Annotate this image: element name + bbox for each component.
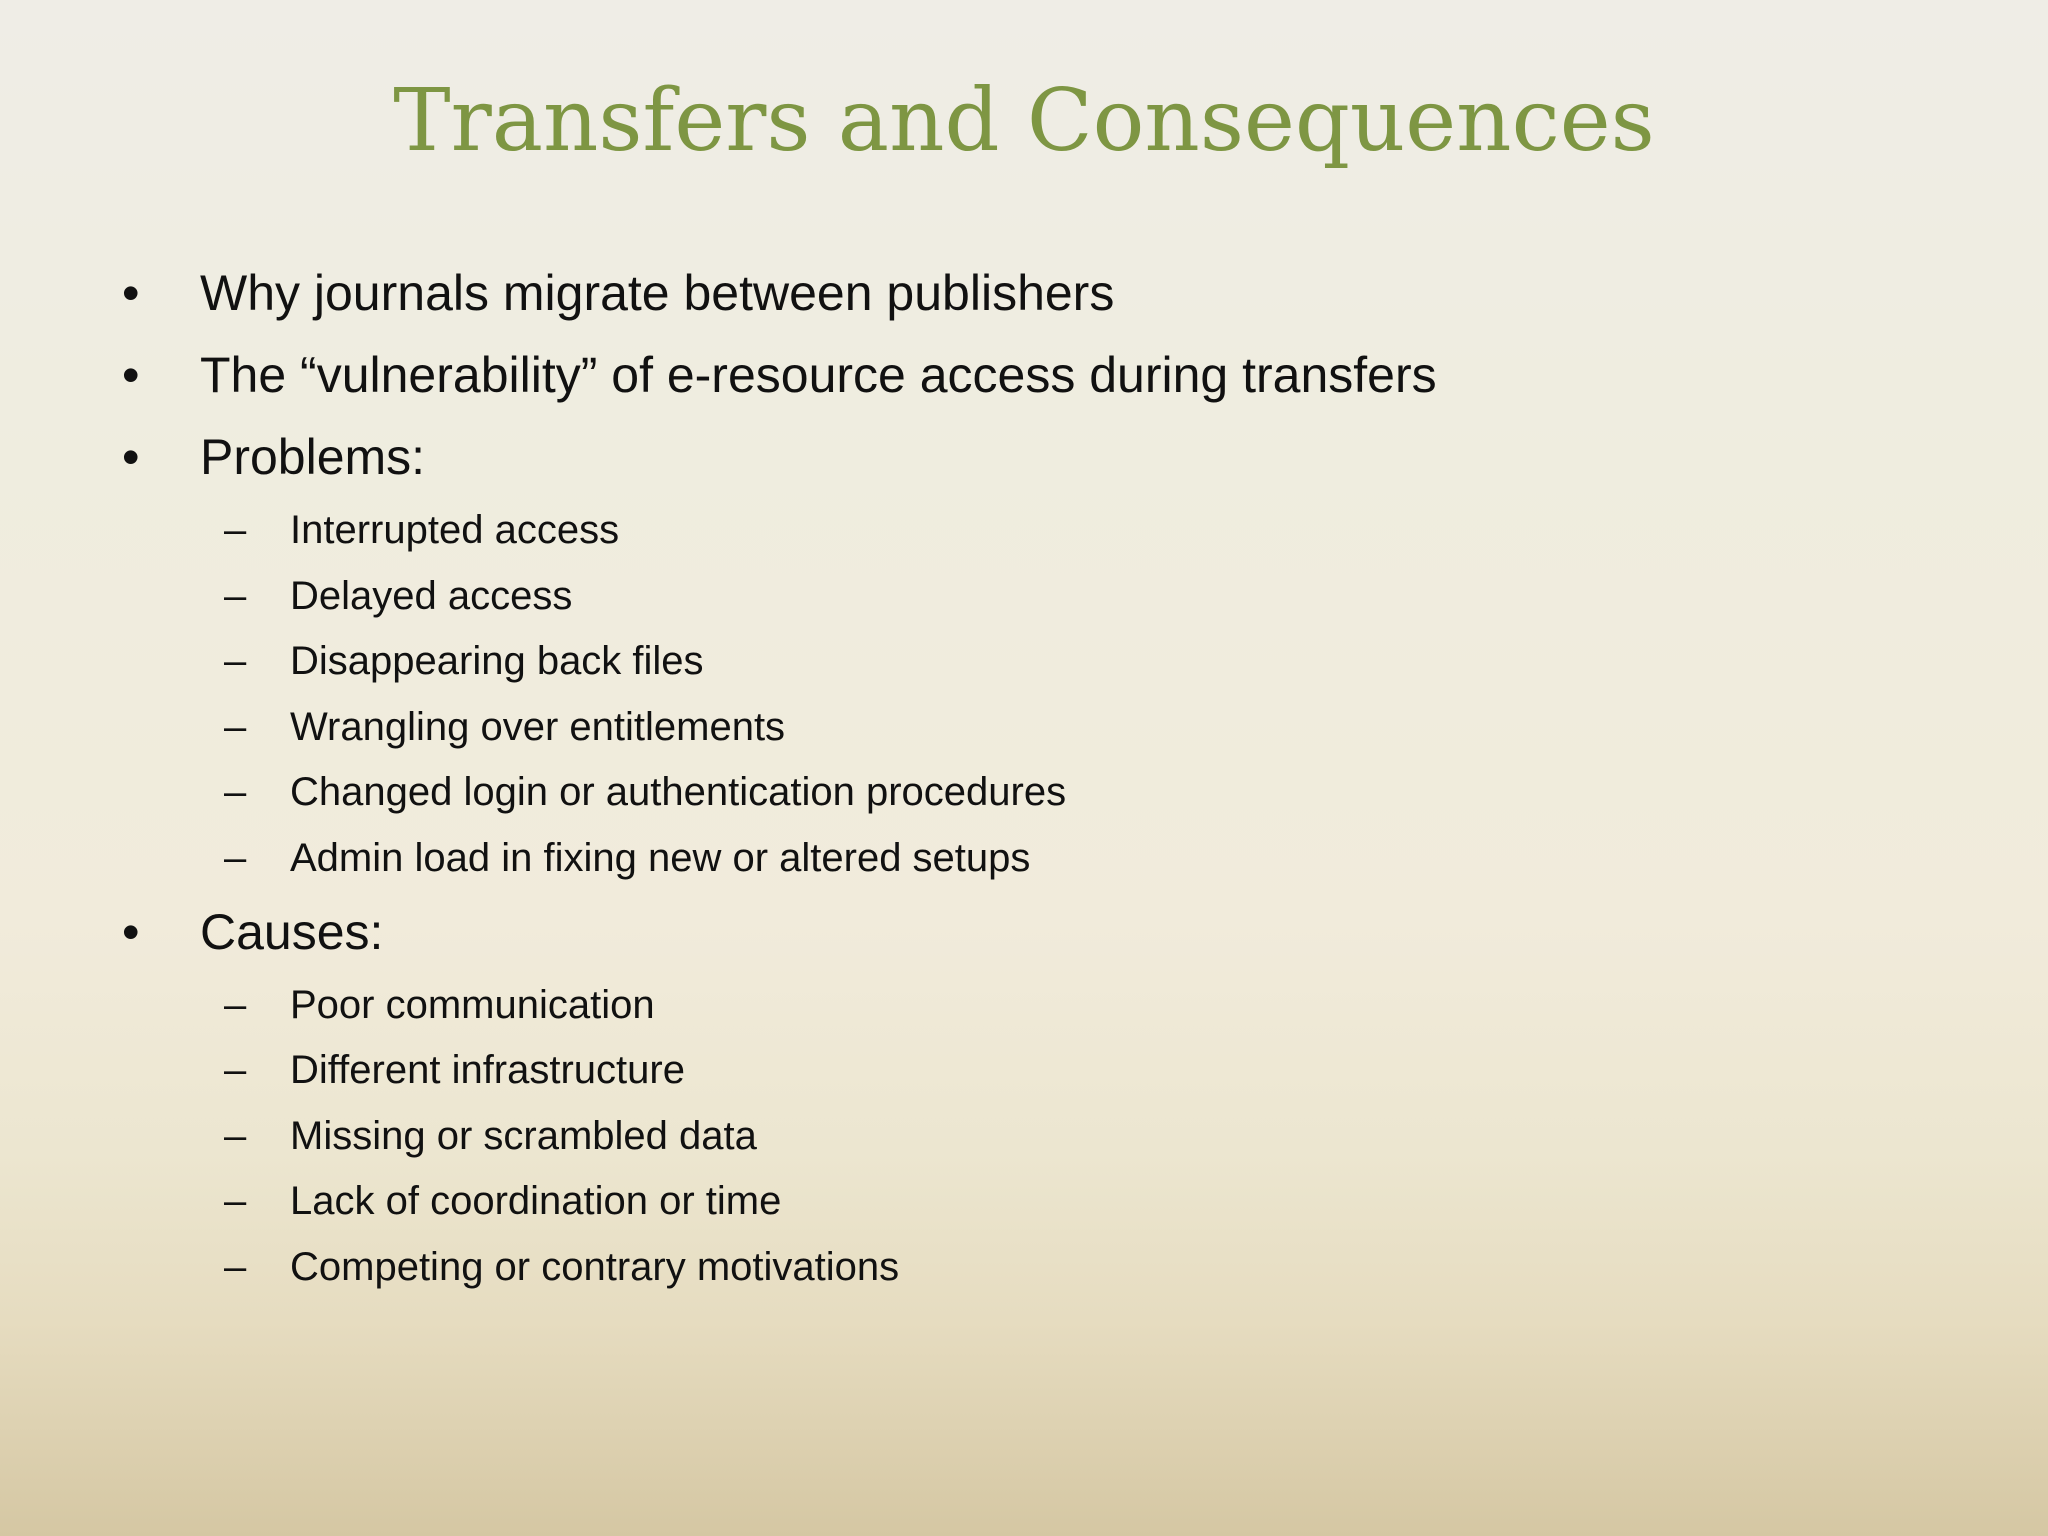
bullet-marker: • <box>122 904 140 960</box>
sub-item-text: Lack of coordination or time <box>290 1179 782 1223</box>
slide-title: Transfers and Consequences <box>393 71 1655 171</box>
bullet-marker: • <box>122 265 140 321</box>
bullet-text: The “vulnerability” of e-resource access during transfers <box>200 347 1437 403</box>
sub-item-text: Missing or scrambled data <box>290 1114 757 1158</box>
sub-item-text: Different infrastructure <box>290 1048 685 1092</box>
sub-item-text: Interrupted access <box>290 508 620 552</box>
sub-marker: – <box>224 705 247 749</box>
sub-marker: – <box>224 1245 247 1289</box>
sub-item-text: Changed login or authentication procedures <box>290 770 1067 814</box>
bullet-text: Problems: <box>200 429 426 485</box>
sub-marker: – <box>224 574 247 618</box>
sub-marker: – <box>224 770 247 814</box>
sub-marker: – <box>224 1179 247 1223</box>
sub-marker: – <box>224 1114 247 1158</box>
sub-item-text: Poor communication <box>290 983 655 1027</box>
sub-item-text: Admin load in fixing new or altered setups <box>290 836 1031 880</box>
sub-item-text: Delayed access <box>290 574 573 618</box>
sub-marker: – <box>224 836 247 880</box>
bullet-text: Why journals migrate between publishers <box>200 265 1115 321</box>
sub-marker: – <box>224 639 247 683</box>
bullet-text: Causes: <box>200 904 384 960</box>
sub-marker: – <box>224 1048 247 1092</box>
sub-marker: – <box>224 508 247 552</box>
bullet-marker: • <box>122 347 140 403</box>
sub-marker: – <box>224 983 247 1027</box>
sub-item-text: Competing or contrary motivations <box>290 1245 900 1289</box>
sub-item-text: Disappearing back files <box>290 639 704 683</box>
bullet-marker: • <box>122 429 140 485</box>
sub-item-text: Wrangling over entitlements <box>290 705 786 749</box>
